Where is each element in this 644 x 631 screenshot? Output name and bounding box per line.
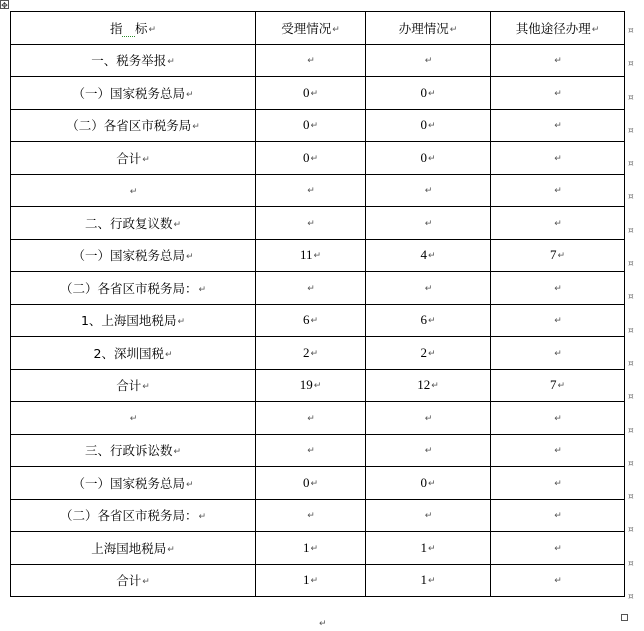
paragraph-mark-icon: ↵ (424, 218, 433, 229)
paragraph-mark-icon: ↵ (431, 381, 439, 392)
paragraph-mark-icon: ↵ (307, 186, 315, 197)
end-of-row-mark-icon: ¤ (628, 558, 634, 569)
paragraph-mark-icon: ↵ (198, 512, 207, 523)
cell-text: 0 (302, 117, 310, 133)
cell-text: 7 (549, 247, 557, 263)
end-of-row-mark-icon: ¤ (628, 458, 634, 469)
cell-text: 0 (302, 84, 310, 100)
table-cell-handled[interactable] (366, 44, 491, 77)
table-cell-other[interactable] (491, 142, 625, 175)
paragraph-mark-icon: ↵ (129, 414, 138, 425)
table-cell-label[interactable] (11, 304, 256, 337)
header-indicator-suffix: 标 (134, 20, 148, 36)
paragraph-mark-icon: ↵ (427, 153, 436, 164)
paragraph-mark-icon: ↵ (173, 219, 182, 230)
paragraph-mark-icon: ↵ (427, 348, 436, 359)
paragraph-mark-icon: ↵ (307, 446, 315, 457)
paragraph-mark-icon: ↵ (192, 122, 200, 133)
cell-text: 上海国地税局 (91, 540, 167, 556)
cell-text: 三、行政诉讼数 (84, 443, 173, 459)
table-cell-handled[interactable] (366, 532, 491, 565)
table-cell-label[interactable] (11, 499, 256, 532)
end-of-row-mark-icon: ¤ (628, 192, 634, 203)
table-move-icon[interactable]: ✥ (1, 1, 8, 10)
paragraph-mark-icon: ↵ (554, 88, 562, 99)
table-cell-other[interactable] (491, 174, 625, 207)
table-cell-other[interactable] (491, 532, 625, 565)
paragraph-mark-icon: ↵ (554, 543, 562, 554)
cell-text: 19 (299, 377, 313, 393)
table-cell-handled[interactable] (366, 499, 491, 532)
table-cell-label[interactable] (11, 142, 256, 175)
paragraph-mark-icon: ↵ (307, 218, 315, 229)
paragraph-mark-icon: ↵ (310, 153, 319, 164)
table-row (11, 337, 625, 370)
table-cell-other[interactable] (491, 467, 625, 500)
table-cell-handled[interactable] (366, 434, 491, 467)
paragraph-mark-icon: ↵ (313, 381, 322, 392)
cell-text: （二）各省区市税务局： (59, 508, 198, 524)
table-row (11, 207, 625, 240)
paragraph-mark-icon: ↵ (554, 413, 562, 424)
paragraph-mark-icon: ↵ (310, 121, 319, 132)
table-cell-other[interactable] (491, 304, 625, 337)
table-cell-label[interactable] (11, 174, 256, 207)
paragraph-mark-icon: ↵ (554, 283, 562, 294)
table-cell-label[interactable] (11, 77, 256, 110)
cell-text: 0 (420, 149, 427, 165)
paragraph-mark-icon: ↵ (185, 89, 194, 100)
paragraph-mark-icon: ↵ (427, 478, 436, 489)
cell-text: 1 (420, 539, 427, 555)
statistics-table (10, 11, 625, 597)
end-of-row-mark-icon: ¤ (628, 59, 634, 70)
table-cell-received[interactable] (256, 402, 366, 435)
table-row (11, 402, 625, 435)
paragraph-mark-icon: ↵ (554, 186, 562, 197)
header-handled[interactable] (366, 12, 491, 45)
header-handled-label: 办理情况 (398, 20, 449, 36)
cell-text: 4 (420, 247, 427, 263)
cell-text: 2、深圳国税 (93, 345, 164, 361)
paragraph-mark-icon: ↵ (198, 284, 207, 295)
paragraph-mark-icon: ↵ (424, 511, 433, 522)
cell-text: 合计 (116, 378, 142, 394)
end-of-row-mark-icon: ¤ (628, 225, 634, 236)
cell-text: 11 (299, 247, 313, 263)
paragraph-mark-icon: ↵ (554, 153, 562, 164)
paragraph-mark-icon: ↵ (310, 576, 319, 587)
spacing-placeholder (122, 21, 135, 37)
paragraph-mark-icon: ↵ (554, 348, 562, 359)
table-row (11, 499, 625, 532)
header-indicator[interactable] (11, 12, 256, 45)
table-cell-received[interactable] (256, 369, 366, 402)
paragraph-mark-icon: ↵ (591, 24, 600, 35)
cell-text: 2 (302, 344, 310, 360)
cell-text: 0 (302, 149, 310, 165)
paragraph-mark-icon: ↵ (310, 478, 319, 489)
end-of-row-mark-icon: ¤ (628, 392, 634, 403)
table-row (11, 434, 625, 467)
cell-text: 合计 (116, 573, 142, 589)
table-row (11, 532, 625, 565)
header-received-label: 受理情况 (281, 20, 332, 36)
paragraph-mark-icon: ↵ (427, 576, 436, 587)
table-row (11, 467, 625, 500)
table-cell-other[interactable] (491, 77, 625, 110)
end-of-row-mark-icon: ¤ (628, 592, 634, 603)
table-body (11, 44, 625, 597)
table-cell-other[interactable] (491, 337, 625, 370)
table-row (11, 44, 625, 77)
table-row (11, 239, 625, 272)
table-row (11, 304, 625, 337)
paragraph-mark-icon: ↵ (148, 24, 157, 35)
table-cell-received[interactable] (256, 304, 366, 337)
paragraph-mark-icon: ↵ (424, 186, 433, 197)
table-cell-handled[interactable] (366, 369, 491, 402)
table-row (11, 109, 625, 142)
paragraph-mark-icon: ↵ (554, 576, 562, 587)
paragraph-mark-icon: ↵ (427, 88, 436, 99)
header-other-label: 其他途径办理 (515, 20, 591, 36)
paragraph-mark-icon: ↵ (424, 283, 433, 294)
table-cell-handled[interactable] (366, 402, 491, 435)
table-cell-received[interactable] (256, 174, 366, 207)
table-cell-label[interactable] (11, 272, 256, 305)
paragraph-mark-icon: ↵ (427, 543, 436, 554)
end-of-row-mark-icon: ¤ (628, 26, 634, 36)
cell-text: 7 (549, 377, 557, 393)
table-cell-handled[interactable] (366, 337, 491, 370)
paragraph-mark-icon: ↵ (307, 511, 315, 522)
table-cell-label[interactable] (11, 109, 256, 142)
table-cell-received[interactable] (256, 77, 366, 110)
paragraph-mark-icon: ↵ (424, 413, 433, 424)
cell-text: 1 (302, 539, 310, 555)
cell-text: 一、税务举报 (91, 53, 167, 69)
table-cell-handled[interactable] (366, 467, 491, 500)
cell-text: 0 (420, 117, 427, 133)
table-row (11, 564, 625, 597)
paragraph-mark-icon: ↵ (173, 447, 182, 458)
end-of-row-mark-icon: ¤ (628, 159, 634, 170)
table-cell-received[interactable] (256, 532, 366, 565)
table-cell-handled[interactable] (366, 109, 491, 142)
cell-text: 1 (420, 572, 427, 588)
table-cell-other[interactable] (491, 239, 625, 272)
paragraph-mark-icon: ↵ (332, 24, 340, 35)
paragraph-mark-icon: ↵ (167, 544, 175, 555)
cell-text: （二）各省区市税务局： (59, 280, 198, 296)
table-cell-label[interactable] (11, 337, 256, 370)
table-cell-handled[interactable] (366, 564, 491, 597)
paragraph-mark-icon: ↵ (424, 446, 433, 457)
table-cell-other[interactable] (491, 564, 625, 597)
end-of-row-mark-icon: ¤ (628, 325, 634, 336)
paragraph-mark-icon: ↵ (142, 382, 150, 393)
table-cell-received[interactable] (256, 499, 366, 532)
table-cell-label[interactable] (11, 44, 256, 77)
paragraph-mark-icon: ↵ (310, 88, 319, 99)
table-cell-received[interactable] (256, 564, 366, 597)
paragraph-mark-icon: ↵ (177, 317, 185, 328)
cell-text: （一）国家税务总局 (72, 85, 185, 101)
table-resize-icon[interactable] (621, 614, 628, 621)
paragraph-mark-icon: ↵ (319, 619, 327, 629)
paragraph-mark-icon: ↵ (307, 413, 315, 424)
table-row (11, 174, 625, 207)
cell-text: 6 (302, 312, 310, 328)
table-cell-label[interactable] (11, 467, 256, 500)
table-cell-handled[interactable] (366, 207, 491, 240)
table-cell-other[interactable] (491, 207, 625, 240)
table-cell-received[interactable] (256, 467, 366, 500)
end-of-row-mark-icon: ¤ (628, 292, 634, 303)
table-row (11, 142, 625, 175)
table-row (11, 77, 625, 110)
paragraph-mark-icon: ↵ (557, 251, 566, 262)
paragraph-mark-icon: ↵ (142, 577, 150, 588)
table-cell-received[interactable] (256, 207, 366, 240)
cell-text: 12 (417, 377, 431, 393)
paragraph-mark-icon: ↵ (554, 121, 562, 132)
end-of-row-mark-icon: ¤ (628, 425, 634, 436)
table-cell-handled[interactable] (366, 142, 491, 175)
paragraph-mark-icon: ↵ (427, 121, 436, 132)
paragraph-mark-icon: ↵ (557, 381, 566, 392)
table-cell-other[interactable] (491, 44, 625, 77)
paragraph-mark-icon: ↵ (554, 56, 562, 67)
cell-text: （一）国家税务总局 (72, 248, 185, 264)
paragraph-mark-icon: ↵ (310, 316, 319, 327)
end-of-row-mark-icon: ¤ (628, 125, 634, 136)
table-cell-other[interactable] (491, 369, 625, 402)
cell-text: 0 (420, 474, 427, 490)
table-cell-label[interactable] (11, 434, 256, 467)
table-cell-received[interactable] (256, 434, 366, 467)
table-cell-handled[interactable] (366, 239, 491, 272)
table-cell-label[interactable] (11, 239, 256, 272)
cell-text: 2 (420, 344, 427, 360)
table-cell-label[interactable] (11, 532, 256, 565)
header-row (11, 12, 625, 45)
table-cell-label[interactable] (11, 369, 256, 402)
paragraph-mark-icon: ↵ (310, 543, 319, 554)
header-indicator-prefix: 指 (109, 20, 123, 36)
paragraph-mark-icon: ↵ (142, 154, 150, 165)
table-cell-received[interactable] (256, 239, 366, 272)
paragraph-mark-icon: ↵ (554, 316, 562, 327)
table-cell-other[interactable] (491, 499, 625, 532)
table-cell-other[interactable] (491, 402, 625, 435)
cell-text: 1、上海国地税局 (80, 313, 177, 329)
header-received[interactable] (256, 12, 366, 45)
paragraph-mark-icon: ↵ (424, 56, 433, 67)
cell-text: 0 (302, 474, 310, 490)
end-of-row-mark-icon: ¤ (628, 492, 634, 503)
table-cell-label[interactable] (11, 564, 256, 597)
cell-text: 二、行政复议数 (84, 215, 173, 231)
paragraph-mark-icon: ↵ (307, 283, 315, 294)
cell-text: 6 (420, 312, 427, 328)
table-row (11, 272, 625, 305)
table-cell-handled[interactable] (366, 272, 491, 305)
paragraph-mark-icon: ↵ (427, 251, 436, 262)
cell-text: 0 (420, 84, 427, 100)
end-of-row-mark-icon: ¤ (628, 525, 634, 536)
paragraph-mark-icon: ↵ (307, 56, 315, 67)
paragraph-mark-icon: ↵ (554, 218, 562, 229)
paragraph-mark-icon: ↵ (313, 251, 322, 262)
paragraph-mark-icon: ↵ (310, 348, 319, 359)
paragraph-mark-icon: ↵ (185, 479, 194, 490)
header-other[interactable] (491, 12, 625, 45)
table-row (11, 369, 625, 402)
cell-text: （一）国家税务总局 (72, 475, 185, 491)
table-cell-other[interactable] (491, 272, 625, 305)
paragraph-mark-icon: ↵ (164, 349, 173, 360)
cell-text: （二）各省区市税务局 (66, 118, 192, 134)
table-cell-label[interactable] (11, 402, 256, 435)
table-cell-handled[interactable] (366, 174, 491, 207)
paragraph-mark-icon: ↵ (554, 478, 562, 489)
paragraph-mark-icon: ↵ (185, 252, 194, 263)
table-cell-label[interactable] (11, 207, 256, 240)
cell-text: 合计 (116, 150, 142, 166)
paragraph-mark-icon: ↵ (129, 186, 138, 197)
end-of-row-marks (628, 26, 640, 625)
end-of-row-mark-icon: ¤ (628, 358, 634, 369)
table-cell-received[interactable] (256, 142, 366, 175)
paragraph-mark-icon: ↵ (449, 24, 458, 35)
table-cell-received[interactable] (256, 272, 366, 305)
table-cell-handled[interactable] (366, 304, 491, 337)
paragraph-mark-icon: ↵ (427, 316, 436, 327)
table-cell-received[interactable] (256, 337, 366, 370)
table-cell-handled[interactable] (366, 77, 491, 110)
table-cell-received[interactable] (256, 44, 366, 77)
cell-text: 1 (302, 572, 310, 588)
table-cell-received[interactable] (256, 109, 366, 142)
end-of-row-mark-icon: ¤ (628, 92, 634, 103)
paragraph-mark-icon: ↵ (167, 57, 175, 68)
table-cell-other[interactable] (491, 109, 625, 142)
paragraph-mark-icon: ↵ (554, 511, 562, 522)
paragraph-mark-icon: ↵ (554, 446, 562, 457)
table-cell-other[interactable] (491, 434, 625, 467)
end-of-row-mark-icon: ¤ (628, 259, 634, 270)
